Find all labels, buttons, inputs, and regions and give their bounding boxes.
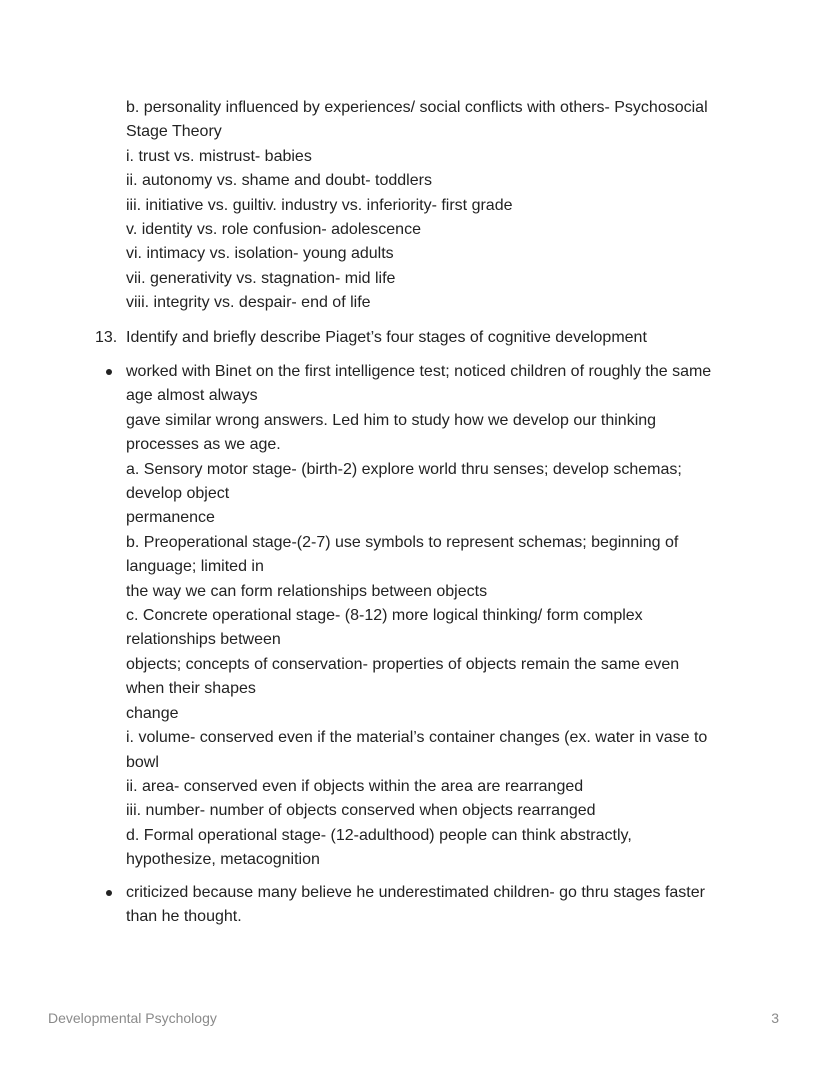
text-line: when their shapes: [126, 680, 256, 698]
text-line: than he thought.: [126, 908, 242, 926]
footer-title: Developmental Psychology: [48, 1010, 217, 1026]
question-number: 13.: [95, 329, 118, 346]
text-line: relationships between: [126, 631, 281, 649]
text-line: vi. intimacy vs. isolation- young adults: [126, 245, 394, 263]
bullet-marker: [106, 890, 112, 896]
text-line: iii. number- number of objects conserved when objects rearranged: [126, 802, 596, 820]
text-line: v. identity vs. role confusion- adolescence: [126, 221, 421, 239]
text-line: change: [126, 704, 179, 722]
text-line: criticized because many believe he underestimated children- go thru stages faster: [126, 884, 705, 901]
text-line: d. Formal operational stage- (12-adulthood) people can think abstractly,: [126, 826, 632, 844]
text-line: bowl: [126, 753, 159, 771]
text-line: i. trust vs. mistrust- babies: [126, 147, 312, 165]
question-line: Identify and briefly describe Piaget’s four stages of cognitive development: [126, 329, 647, 346]
piaget-criticism: [126, 881, 736, 930]
text-line: viii. integrity vs. despair- end of life: [126, 294, 371, 312]
text-line: a. Sensory motor stage- (birth-2) explore world thru senses; develop schemas;: [126, 460, 682, 478]
text-line: age almost always: [126, 387, 258, 405]
text-line: b. personality influenced by experiences/ social conflicts with others- Psychosocial: [126, 99, 708, 116]
page-number: 3: [771, 1010, 779, 1026]
text-line: gave similar wrong answers. Led him to study how we develop our thinking: [126, 411, 657, 429]
text-line: ii. autonomy vs. shame and doubt- toddlers: [126, 172, 432, 190]
text-line: the way we can form relationships between objects: [126, 582, 488, 600]
text-line: c. Concrete operational stage- (8-12) more logical thinking/ form complex: [126, 607, 643, 625]
piaget-description: [126, 360, 736, 873]
text-line: i. volume- conserved even if the material’s container changes (ex. water in vase to: [126, 729, 708, 747]
bullet-marker: [106, 369, 112, 375]
question-text: [126, 326, 736, 350]
text-line: permanence: [126, 509, 215, 527]
text-line: hypothesize, metacognition: [126, 851, 320, 869]
text-line: worked with Binet on the first intelligence test; noticed children of roughly the same: [126, 363, 712, 380]
text-line: processes as we age.: [126, 436, 281, 454]
text-line: ii. area- conserved even if objects within the area are rearranged: [126, 777, 584, 795]
text-line: Stage Theory: [126, 123, 222, 141]
text-line: vii. generativity vs. stagnation- mid life: [126, 269, 396, 287]
text-line: develop object: [126, 485, 230, 503]
erikson-stages-text: [126, 96, 736, 316]
text-line: objects; concepts of conservation- properties of objects remain the same even: [126, 655, 680, 673]
text-line: b. Preoperational stage-(2-7) use symbols to represent schemas; beginning of: [126, 533, 679, 551]
text-line: language; limited in: [126, 558, 264, 576]
text-line: iii. initiative vs. guiltiv. industry vs. inferiority- first grade: [126, 196, 513, 214]
